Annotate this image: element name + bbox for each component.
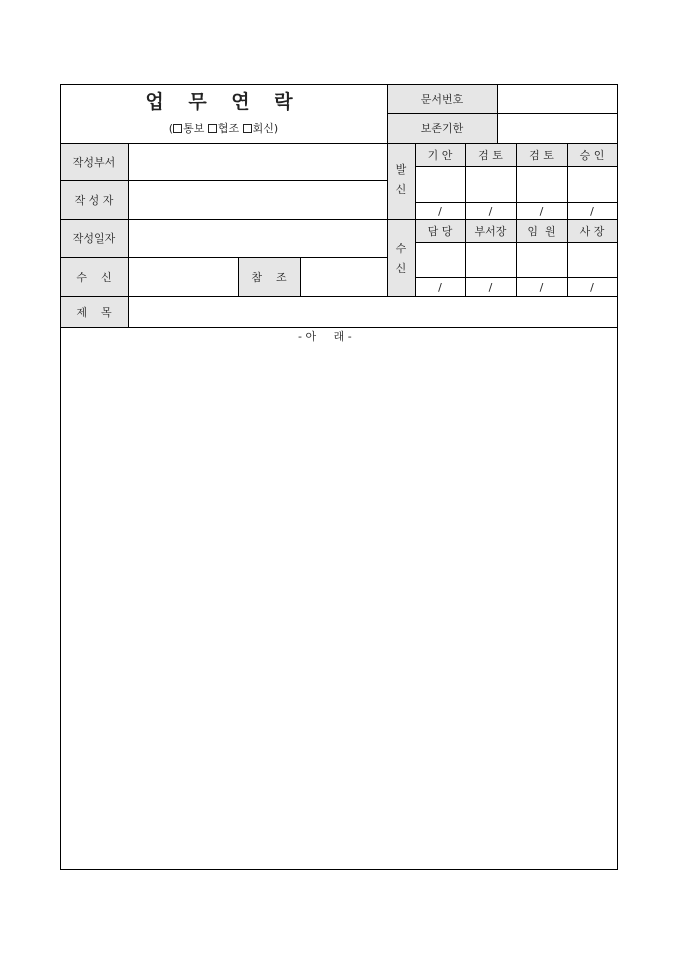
dept-label: 작성부서 (72, 155, 116, 169)
doc-number-field[interactable] (498, 85, 617, 113)
retention-field[interactable] (498, 114, 617, 143)
receive-date-staff[interactable]: / (438, 280, 442, 294)
receive-col-staff: 담 당 (427, 224, 453, 238)
retention-label: 보존기한 (420, 122, 464, 135)
doc-number-label: 문서번호 (420, 92, 464, 106)
send-date-review-1[interactable]: / (488, 204, 493, 218)
send-sign-review-1[interactable] (466, 167, 516, 202)
subject-label: 제 목 (76, 305, 112, 319)
send-label: 발 신 (395, 163, 407, 196)
send-date-review-2[interactable]: / (539, 204, 544, 218)
receive-label: 수 신 (395, 242, 407, 275)
send-sign-draft[interactable] (416, 167, 465, 202)
recipient-field[interactable] (129, 258, 238, 296)
subject-field[interactable] (129, 297, 617, 327)
send-col-review-2: 검 토 (529, 148, 554, 162)
type-open-paren: ( (168, 121, 174, 135)
receive-sign-executive[interactable] (517, 243, 567, 277)
receive-sign-president[interactable] (568, 243, 617, 277)
send-sign-review-2[interactable] (517, 167, 567, 202)
reference-field[interactable] (301, 258, 387, 296)
send-date-approve[interactable]: / (590, 204, 594, 218)
date-field[interactable] (129, 220, 387, 257)
send-col-draft: 기 안 (427, 148, 453, 162)
receive-sign-staff[interactable] (416, 243, 465, 277)
dept-field[interactable] (129, 144, 387, 180)
recipient-label: 수 신 (76, 270, 112, 284)
body-content-area[interactable] (62, 346, 615, 866)
checkbox-icon[interactable] (173, 124, 182, 133)
checkbox-icon[interactable] (243, 124, 252, 133)
type-option-cooperation[interactable]: 협조 (208, 120, 239, 136)
type-option-reply[interactable]: 회신 (243, 120, 274, 136)
body-heading: - 아 래 - (298, 330, 352, 343)
send-col-review-1: 검 토 (478, 148, 503, 162)
receive-col-executive: 임 원 (527, 224, 556, 238)
type-close-paren: ) (273, 121, 279, 135)
receive-date-president[interactable]: / (590, 280, 594, 294)
send-date-draft[interactable]: / (438, 204, 442, 218)
reference-label: 참 조 (251, 270, 287, 284)
send-sign-approve[interactable] (568, 167, 617, 202)
receive-col-president: 사 장 (579, 224, 605, 238)
receive-col-manager: 부서장 (474, 224, 507, 238)
receive-date-manager[interactable]: / (488, 280, 493, 294)
receive-date-executive[interactable]: / (539, 280, 544, 294)
checkbox-icon[interactable] (208, 124, 217, 133)
date-label: 작성일자 (72, 232, 116, 245)
type-option-notice[interactable]: 통보 (173, 120, 204, 136)
document-type-selector (60, 115, 387, 141)
form-title: 업 무 연 락 (145, 90, 302, 113)
receive-sign-manager[interactable] (466, 243, 516, 277)
author-label: 작 성 자 (74, 193, 114, 207)
send-col-approve: 승 인 (579, 148, 605, 162)
author-field[interactable] (129, 181, 387, 219)
